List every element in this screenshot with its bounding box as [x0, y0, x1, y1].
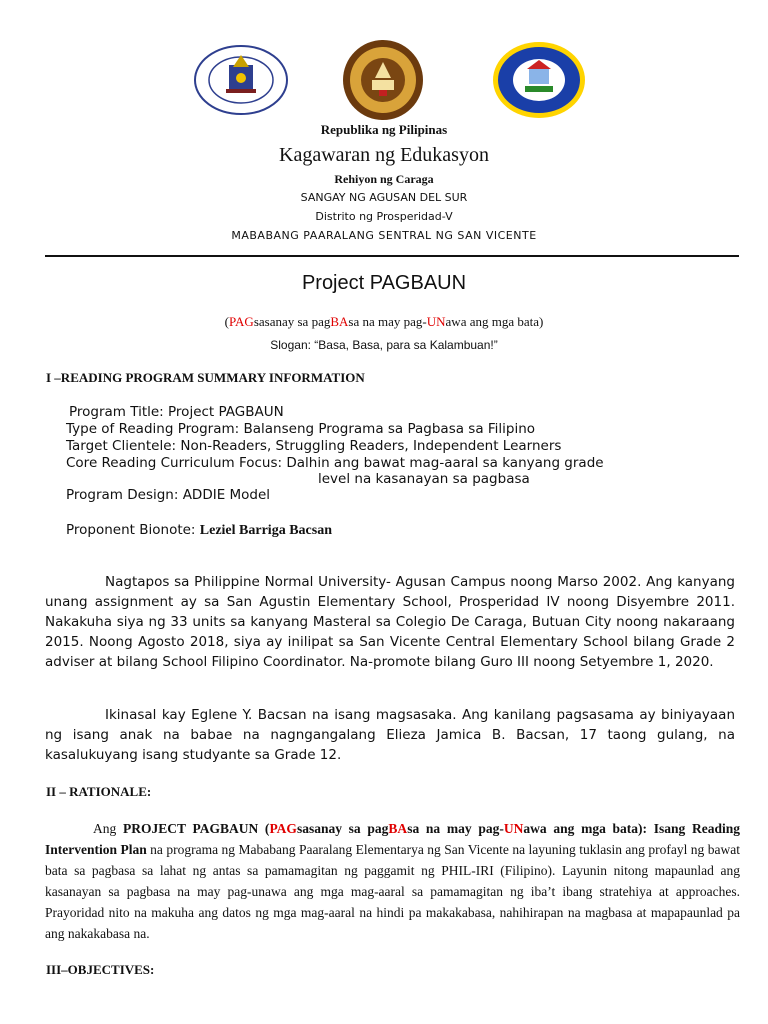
rationale-acronym-text-3: awa ang mga bata): Isang Reading Intervention Plan: [45, 821, 741, 857]
bionote-paragraph-1: Nagtapos sa Philippine Normal University- Agusan Campus noong Marso 2002. Ang kanyang unang assignment ay sa San Agustin Elementary School, Prosperidad IV noong Disyembre 2011. Nakakuha siya ng 33 units sa kanyang Masteral sa Colegio De Caraga, Butuan City noong nakaraang 2015. Noong Agosto 2018, siya ay inilipat sa San Vicente Central Elementary School bilang Grade 2 adviser at bilang School Filipino Coordinator. Na-promote bilang Guro III noong Setyembre 1, 2020.: [45, 574, 735, 670]
program-type-line: Type of Reading Program: Balanseng Programa sa Pagbasa sa Filipino: [66, 421, 536, 437]
school-header: MABABANG PAARALANG SENTRAL NG SAN VICENTE: [231, 229, 537, 242]
curriculum-focus-line: Core Reading Curriculum Focus: Dalhin ang bawat mag-aaral sa kanyang grade: [66, 455, 604, 471]
bionote-paragraph-2: Ikinasal kay Eglene Y. Bacsan na isang magsasaka. Ang kanilang pagsasama ay biniyayaan ng isang anak na babae na nagngangalang Elieza Jamica B. Bacsan, 17 taong gulang, na kasalukuyang isang studyante sa Grade 12.: [45, 707, 735, 763]
section-2-heading: II – RATIONALE:: [46, 784, 152, 799]
department-of-education-seal-logo: [341, 38, 425, 122]
target-clientele-line: Target Clientele: Non-Readers, Struggling Readers, Independent Learners: [66, 438, 562, 454]
rationale-acronym-text-1: sasanay sa pag: [296, 821, 389, 836]
rationale-acronym-2: BA: [388, 821, 408, 836]
project-acronym: [0, 314, 768, 330]
rationale-lead: Ang: [93, 821, 123, 836]
rationale-body: na programa ng Mababang Paaralang Elementarya ng San Vicente na layuning tuklasin ang profayl ng bawat bata sa pagbasa sa lahat ng antas sa pamamagitan ng paggamit ng PHIL-IRI (Filipino). Layunin nitong mapaunlad ang kasanayan sa pagbasa na may pag-unawa ang mga mag-aaral sa pamamagitan ng iba’t ibang stratehiya at approaches. Prayoridad nito na makuha ang datos ng mga mag-aaral na hindi pa makakabasa, nahihirapan na magbasa at mapapaunlad pa ang nakakabasa na.: [45, 842, 740, 941]
rationale-acronym-text-2: sa na may pag-: [407, 821, 504, 836]
acronym-close: ): [539, 314, 544, 329]
proponent-bionote: [66, 522, 332, 539]
acronym-open: (: [224, 314, 229, 329]
program-design-line: Program Design: ADDIE Model: [66, 487, 271, 503]
section-1-heading: I –READING PROGRAM SUMMARY INFORMATION: [46, 370, 365, 385]
project-title: Project PAGBAUN: [301, 272, 467, 294]
district-header: Distrito ng Prosperidad-V: [315, 210, 453, 223]
section-3-heading: III–OBJECTIVES:: [46, 962, 155, 977]
rationale-project-name: PROJECT PAGBAUN (: [122, 821, 270, 836]
acronym-part-3: UN: [426, 314, 446, 329]
region-header: Rehiyon ng Caraga: [334, 172, 434, 186]
bionote-label: Proponent Bionote:: [66, 522, 200, 538]
republic-header: Republika ng Pilipinas: [320, 122, 448, 137]
acronym-text-3: awa ang mga bata: [445, 314, 540, 329]
division-header: SANGAY NG AGUSAN DEL SUR: [300, 191, 468, 204]
proponent-name: Leziel Barriga Bacsan: [199, 523, 332, 538]
department-header: Kagawaran ng Edukasyon: [279, 144, 489, 166]
acronym-part-1: PAG: [228, 314, 254, 329]
curriculum-focus-continuation: level na kasanayan sa pagbasa: [318, 471, 530, 487]
acronym-text-2: sa na may pag-: [348, 314, 427, 329]
rationale-paragraph: [45, 818, 740, 944]
acronym-part-2: BA: [330, 314, 349, 329]
rationale-acronym-3: UN: [503, 821, 524, 836]
school-seal-logo: [491, 40, 587, 120]
project-slogan: Slogan: “Basa, Basa, para sa Kalambuan!”: [270, 338, 498, 352]
program-title-line: Program Title: Project PAGBAUN: [69, 404, 284, 420]
rationale-acronym-1: PAG: [269, 821, 297, 836]
header-divider: [45, 255, 739, 257]
acronym-text-1: sasanay sa pag: [253, 314, 331, 329]
deped-seal-logo: [193, 45, 289, 115]
